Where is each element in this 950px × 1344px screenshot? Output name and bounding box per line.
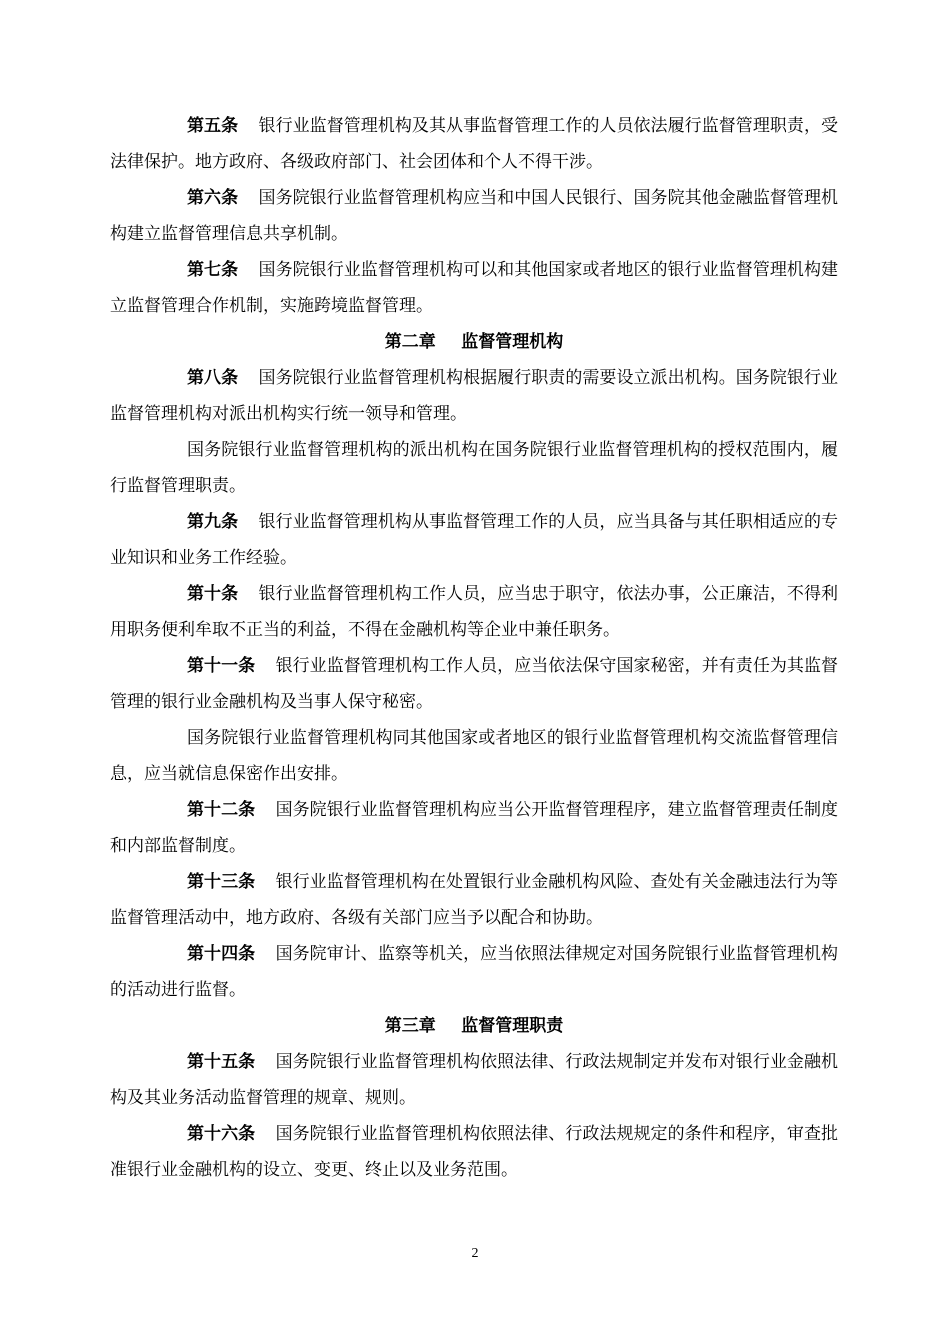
article-9	[110, 504, 838, 576]
article-12	[110, 792, 838, 864]
article-label: 第六条	[187, 188, 239, 208]
article-text: 银行业监督管理机构工作人员，应当依法保守国家秘密，并有责任为其监督管理的银行业金融机构及当事人保守秘密。	[110, 656, 839, 712]
article-6	[110, 180, 838, 252]
article-10	[110, 576, 838, 648]
article-15	[110, 1044, 838, 1116]
article-13	[110, 864, 838, 936]
article-label: 第十二条	[187, 800, 256, 820]
chapter-title: 监督管理机构	[461, 332, 564, 352]
article-8-paragraph-2	[110, 432, 838, 504]
article-label: 第五条	[187, 116, 239, 136]
article-text: 国务院银行业监督管理机构的派出机构在国务院银行业监督管理机构的授权范围内，履行监督管理职责。	[110, 440, 838, 496]
article-label: 第十条	[187, 584, 239, 604]
chapter-3-heading	[110, 1008, 838, 1044]
article-text: 银行业监督管理机构从事监督管理工作的人员，应当具备与其任职相适应的专业知识和业务工作经验。	[110, 512, 839, 568]
article-text: 国务院审计、监察等机关，应当依照法律规定对国务院银行业监督管理机构的活动进行监督。	[110, 944, 839, 1000]
article-text: 国务院银行业监督管理机构依照法律、行政法规制定并发布对银行业金融机构及其业务活动监督管理的规章、规则。	[110, 1052, 839, 1108]
chapter-title: 监督管理职责	[461, 1016, 564, 1036]
article-label: 第九条	[187, 512, 239, 532]
article-7	[110, 252, 838, 324]
article-16	[110, 1116, 838, 1188]
article-label: 第十一条	[187, 656, 256, 676]
article-label: 第十五条	[187, 1052, 256, 1072]
article-text: 国务院银行业监督管理机构依照法律、行政法规规定的条件和程序，审查批准银行业金融机构的设立、变更、终止以及业务范围。	[110, 1124, 839, 1180]
article-text: 银行业监督管理机构工作人员，应当忠于职守，依法办事，公正廉洁，不得利用职务便利牟取不正当的利益，不得在金融机构等企业中兼任职务。	[110, 584, 839, 640]
article-text: 国务院银行业监督管理机构应当公开监督管理程序，建立监督管理责任制度和内部监督制度。	[110, 800, 839, 856]
chapter-number: 第二章	[384, 332, 436, 352]
article-5	[110, 108, 838, 180]
article-label: 第七条	[187, 260, 239, 280]
article-14	[110, 936, 838, 1008]
article-text: 国务院银行业监督管理机构根据履行职责的需要设立派出机构。国务院银行业监督管理机构对派出机构实行统一领导和管理。	[110, 368, 839, 424]
chapter-2-heading	[110, 324, 838, 360]
article-text: 国务院银行业监督管理机构可以和其他国家或者地区的银行业监督管理机构建立监督管理合作机制，实施跨境监督管理。	[110, 260, 839, 316]
article-label: 第十六条	[187, 1124, 256, 1144]
article-11-paragraph-2	[110, 720, 838, 792]
article-8	[110, 360, 838, 432]
document-body	[110, 108, 838, 1188]
article-label: 第十三条	[187, 872, 256, 892]
article-label: 第八条	[187, 368, 239, 388]
article-text: 国务院银行业监督管理机构应当和中国人民银行、国务院其他金融监督管理机构建立监督管理信息共享机制。	[110, 188, 839, 244]
article-text: 银行业监督管理机构在处置银行业金融机构风险、查处有关金融违法行为等监督管理活动中，地方政府、各级有关部门应当予以配合和协助。	[110, 872, 839, 928]
chapter-number: 第三章	[384, 1016, 436, 1036]
article-11	[110, 648, 838, 720]
page-number: 2	[471, 1246, 479, 1261]
article-label: 第十四条	[187, 944, 256, 964]
article-text: 国务院银行业监督管理机构同其他国家或者地区的银行业监督管理机构交流监督管理信息，应当就信息保密作出安排。	[110, 728, 838, 784]
article-text: 银行业监督管理机构及其从事监督管理工作的人员依法履行监督管理职责，受法律保护。地方政府、各级政府部门、社会团体和个人不得干涉。	[110, 116, 839, 172]
